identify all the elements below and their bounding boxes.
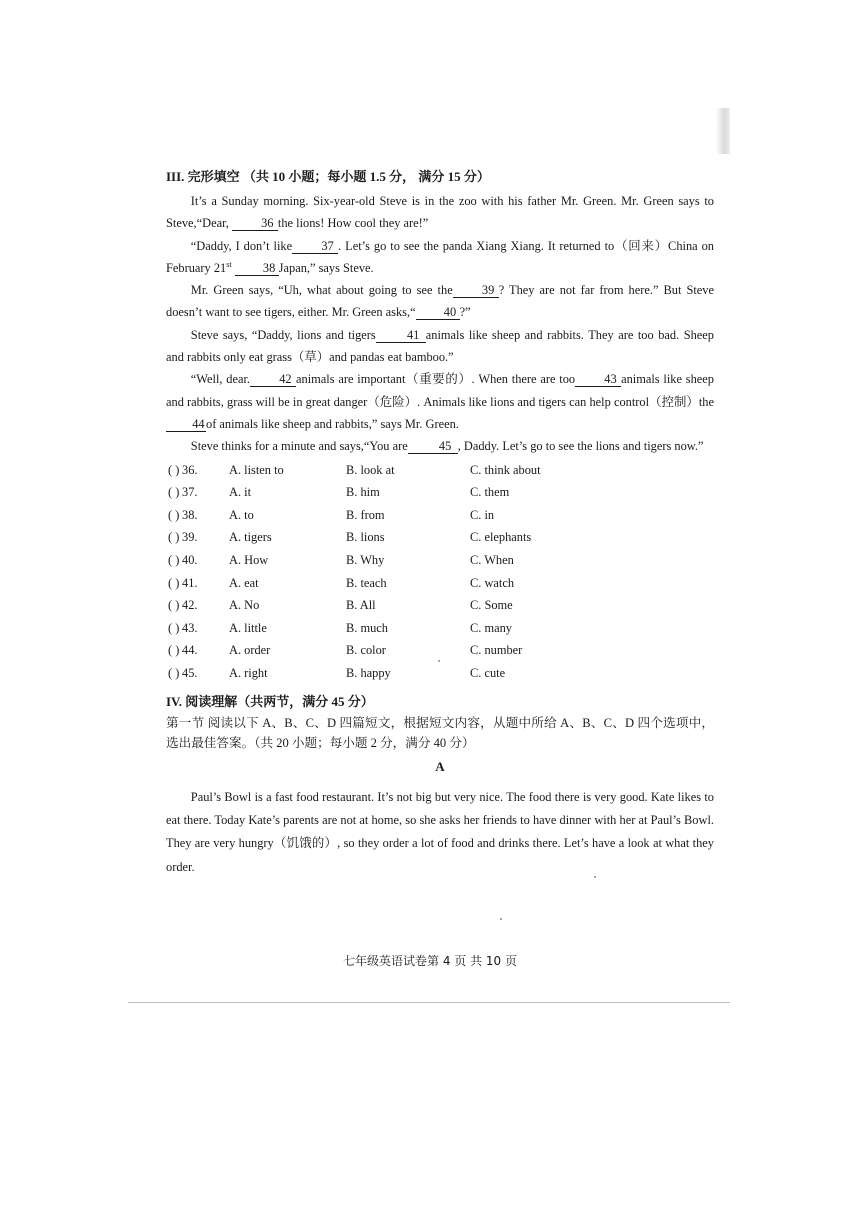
blank-36: 36 [232, 216, 278, 231]
blank-41: 41 [376, 328, 426, 343]
option-b: B. happy [346, 665, 391, 680]
option-c: C. number [470, 643, 523, 658]
option-c: C. in [470, 507, 495, 522]
option-b: B. color [346, 643, 386, 658]
question-row-39 [166, 526, 714, 549]
option-c: C. Some [470, 598, 513, 613]
question-row-36 [166, 459, 714, 482]
scan-edge-shadow [716, 108, 730, 154]
option-c: C. cute [470, 665, 506, 680]
answer-bracket[interactable]: ( ) [168, 643, 180, 658]
question-number: 44. [182, 643, 198, 658]
blank-38: 38 [235, 261, 279, 276]
option-a: A. order [229, 643, 271, 658]
page-content [166, 166, 714, 879]
option-a: A. right [229, 665, 268, 680]
answer-bracket[interactable]: ( ) [168, 598, 180, 613]
passage-a-text: Paul’s Bowl is a fast food restaurant. It’s not big but very nice. The food there is very good. Kate likes to eat there. Today Kate’s parents are not at home, so she asks her friends to have dinner with her at Paul’s Bowl. They are very hungry（饥饿的）, so they order a lot of food and drinks there. Let’s have a look at what they order. [166, 789, 714, 874]
option-b: B. lions [346, 530, 385, 545]
question-row-43 [166, 617, 714, 640]
blank-39: 39 [453, 283, 499, 298]
question-number: 42. [182, 598, 198, 613]
option-a: A. eat [229, 575, 259, 590]
section4 [166, 691, 714, 880]
answer-bracket[interactable]: ( ) [168, 620, 180, 635]
cloze-options-list [166, 459, 714, 685]
option-a: A. it [229, 485, 252, 500]
option-b: B. from [346, 507, 385, 522]
cloze-paragraph-5: “Well, dear. 42 animals are important（重要的）. When there are too 43 animals like sheep and rabbits, grass will be in great danger（危险）. Animals like lions and tigers can help control（控制）the44of animals like sheep and rabbits,” says Mr. Green. [166, 372, 715, 431]
question-row-42 [166, 594, 714, 617]
option-b: B. him [346, 485, 380, 500]
scan-speck [438, 660, 440, 662]
question-number: 39. [182, 530, 198, 545]
question-number: 36. [182, 462, 198, 477]
answer-bracket[interactable]: ( ) [168, 462, 180, 477]
answer-bracket[interactable]: ( ) [168, 575, 180, 590]
page-footer: 七年级英语试卷第 4 页 共 10 页 [343, 954, 517, 968]
answer-bracket[interactable]: ( ) [168, 665, 180, 680]
question-number: 45. [182, 665, 198, 680]
answer-bracket[interactable]: ( ) [168, 507, 180, 522]
option-b: B. look at [346, 462, 395, 477]
question-row-37 [166, 481, 714, 504]
question-number: 40. [182, 552, 198, 567]
option-c: C. them [470, 485, 510, 500]
question-number: 43. [182, 620, 198, 635]
option-c: C. When [470, 552, 514, 567]
option-c: C. elephants [470, 530, 532, 545]
option-c: C. think about [470, 462, 541, 477]
question-row-45 [166, 662, 714, 685]
option-b: B. All [346, 598, 376, 613]
answer-bracket[interactable]: ( ) [168, 530, 180, 545]
question-row-40 [166, 549, 714, 572]
question-number: 41. [182, 575, 198, 590]
option-a: A. little [229, 620, 267, 635]
question-number: 38. [182, 507, 198, 522]
option-c: C. watch [470, 575, 515, 590]
question-row-38 [166, 504, 714, 527]
blank-37: 37 [292, 239, 338, 254]
option-b: B. Why [346, 552, 385, 567]
passage-label: A [435, 758, 445, 774]
question-row-41 [166, 572, 714, 595]
option-a: A. listen to [229, 462, 284, 477]
option-b: B. teach [346, 575, 387, 590]
answer-bracket[interactable]: ( ) [168, 552, 180, 567]
section3-heading: III. 完形填空 （共 10 小题；每小题 1.5 分， 满分 15 分） [166, 169, 490, 184]
option-a: A. How [229, 552, 269, 567]
section4-instructions: 第一节 阅读以下 A、B、C、D 四篇短文，根据短文内容，从题中所给 A、B、C、D 四个选项中，选出最佳答案。（共 20 小题；每小题 2 分，满分 40 分） [166, 715, 714, 750]
scan-speck [500, 918, 502, 920]
page-divider [128, 1002, 730, 1003]
cloze-paragraph-2: “Daddy, I don’t like 37 . Let’s go to see the panda Xiang Xiang. It returned to（回来）China on February 21st 38 Japan,” says Steve. [166, 238, 714, 275]
option-b: B. much [346, 620, 388, 635]
blank-42: 42 [250, 372, 296, 387]
option-a: A. No [229, 598, 260, 613]
option-a: A. to [229, 507, 254, 522]
option-a: A. tigers [229, 530, 272, 545]
blank-40: 40 [416, 305, 460, 320]
question-number: 37. [182, 485, 198, 500]
blank-43: 43 [575, 372, 621, 387]
cloze-paragraph-3: Mr. Green says, “Uh, what about going to see the 39 ? They are not far from here.” But Steve doesn’t want to see tigers, either. Mr. Green asks,“ 40 ?” [166, 283, 714, 320]
blank-44: 44 [166, 417, 206, 432]
scan-speck [594, 876, 596, 878]
blank-45: 45 [408, 439, 458, 454]
cloze-paragraph-1: It’s a Sunday morning. Six-year-old Steve is in the zoo with his father Mr. Green. Mr. Green says to Steve,“Dear, 36 the lions! How cool they are!” [166, 194, 714, 231]
cloze-paragraph-6: Steve thinks for a minute and says,“You are 45 , Daddy. Let’s go to see the lions and tigers now.” [190, 439, 704, 454]
option-c: C. many [470, 620, 512, 635]
answer-bracket[interactable]: ( ) [168, 485, 180, 500]
section4-heading: IV. 阅读理解（共两节，满分 45 分） [166, 693, 374, 709]
cloze-paragraph-4: Steve says, “Daddy, lions and tigers 41 animals like sheep and rabbits. They are too bad. Sheep and rabbits only eat grass（草）and pandas eat bamboo.” [166, 327, 715, 365]
question-row-44 [166, 639, 714, 662]
